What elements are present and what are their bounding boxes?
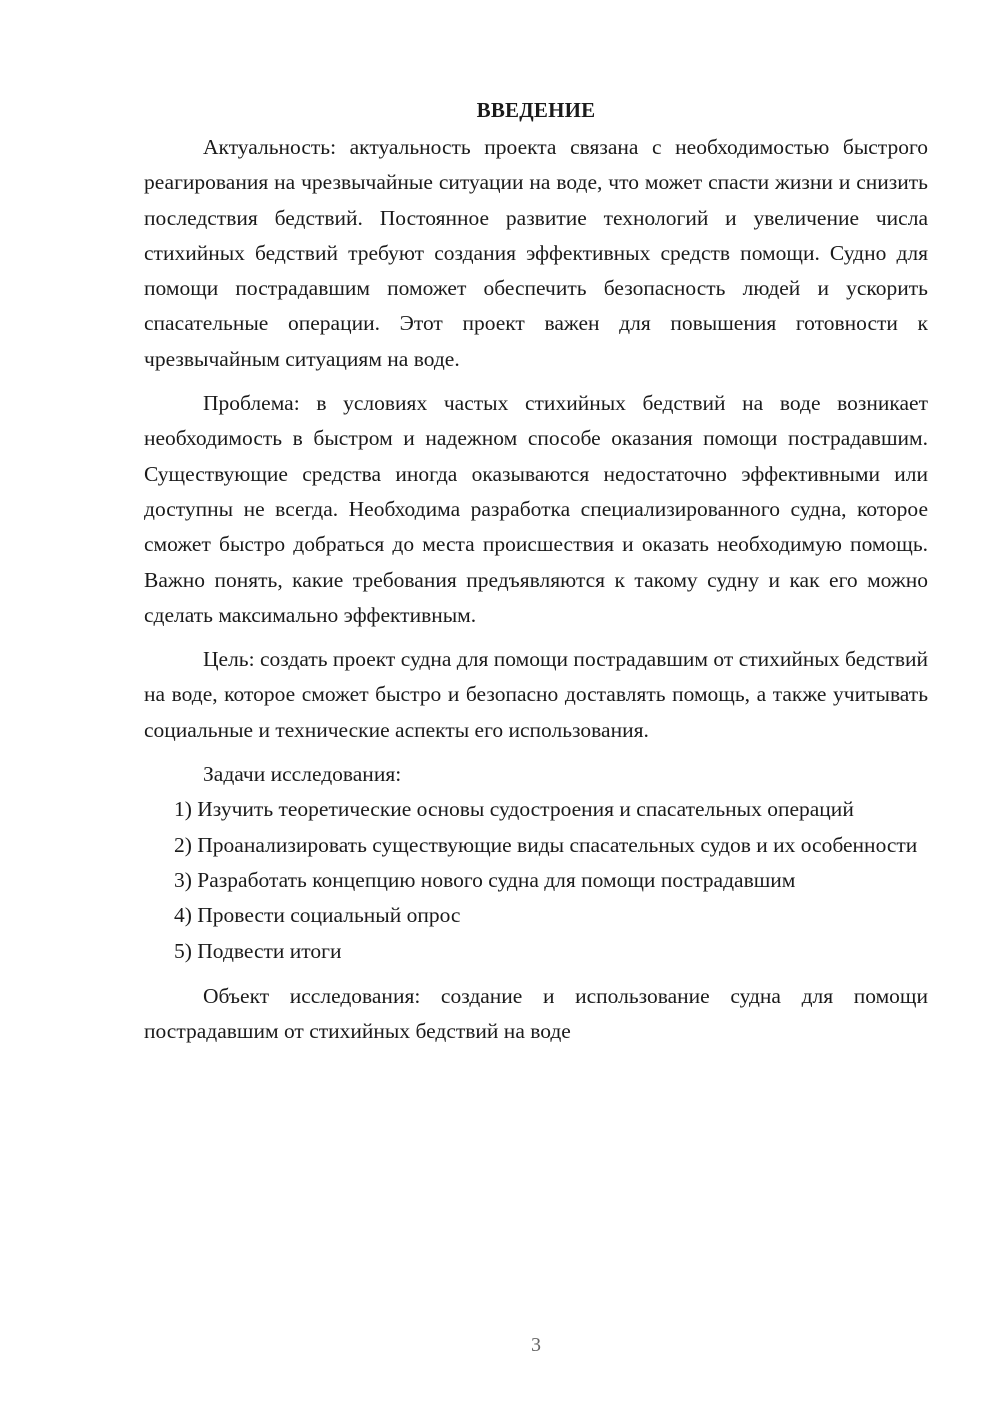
task-item-2: 2) Проанализировать существующие виды спасательных судов и их особенности — [174, 832, 918, 857]
page-content — [144, 92, 928, 1049]
page-number: 3 — [531, 1334, 541, 1356]
problem-paragraph: Проблема: в условиях частых стихийных бедствий на воде возникает необходимость в быстром и надежном способе оказания помощи пострадавшим. Существующие средства иногда оказываются недостаточно эффективными или доступны не всегда. Необходима разработка специализированного судна, которое сможет быстро добраться до места происшествия и оказать необходимую помощь. Важно понять, какие требования предъявляются к такому судну и как его можно сделать максимально эффективным. — [144, 391, 928, 627]
section-heading: ВВЕДЕНИЕ — [476, 98, 596, 122]
task-item-3: 3) Разработать концепцию нового судна для помощи пострадавшим — [174, 867, 796, 892]
goal-paragraph: Цель: создать проект судна для помощи пострадавшим от стихийных бедствий на воде, которое сможет быстро и безопасно доставлять помощь, а также учитывать социальные и технические аспекты его использования. — [144, 647, 928, 742]
task-item-1: 1) Изучить теоретические основы судостроения и спасательных операций — [174, 797, 854, 822]
task-item-5: 5) Подвести итоги — [174, 938, 342, 963]
task-item-4: 4) Провести социальный опрос — [174, 903, 461, 928]
tasks-list — [144, 792, 928, 968]
object-paragraph: Объект исследования: создание и использование судна для помощи пострадавшим от стихийных бедствий на воде — [144, 983, 928, 1044]
tasks-heading: Задачи исследования: — [203, 762, 402, 787]
relevance-paragraph: Актуальность: актуальность проекта связана с необходимостью быстрого реагирования на чрезвычайные ситуации на воде, что может спасти жизни и снизить последствия бедствий. Постоянное развитие технологий и увеличение числа стихийных бедствий требуют создания эффективных средств помощи. Судно для помощи пострадавшим поможет обеспечить безопасность людей и ускорить спасательные операции. Этот проект важен для повышения готовности к чрезвычайным ситуациям на воде. — [144, 135, 928, 371]
